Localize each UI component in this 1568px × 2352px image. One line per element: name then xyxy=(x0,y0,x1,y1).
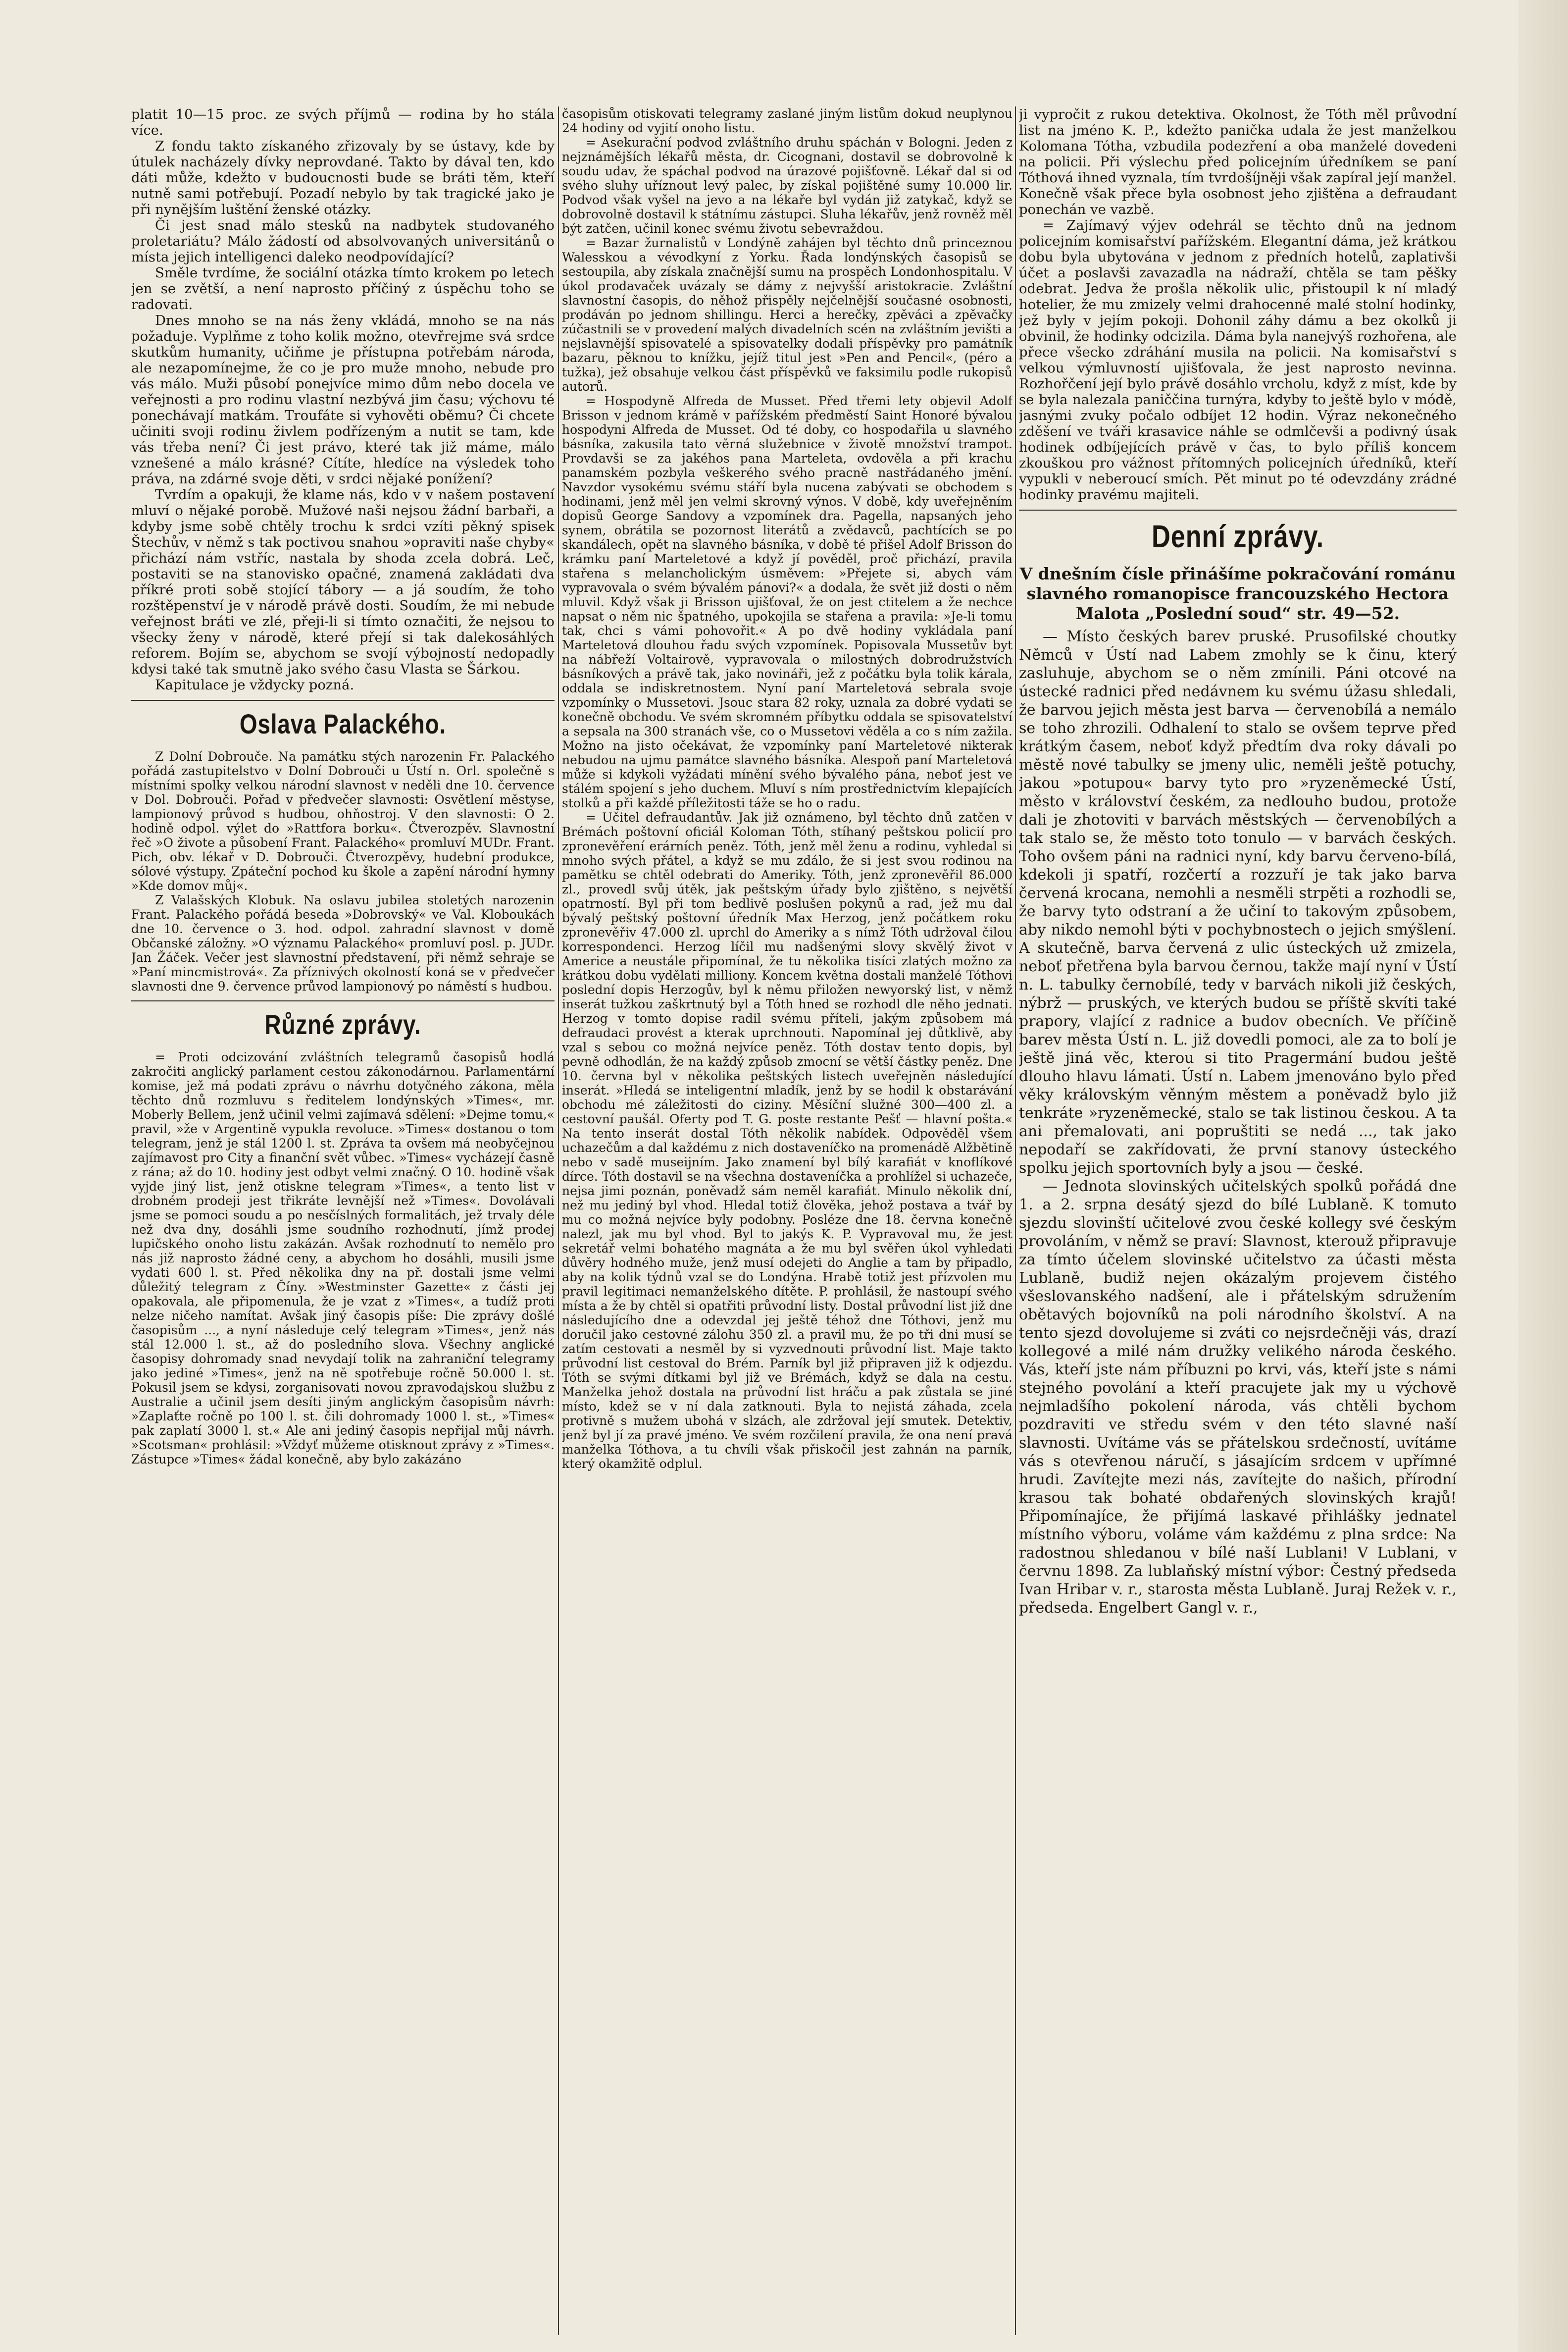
article: = Asekurační podvod zvláštního druhu spáchán v Bologni. Jeden z nejznámějších lékařů města, dr. Cicognani, dostavil se dobrovolně k soudu udav, že spáchal podvod na úrazové pojišťovně. Lékař dal si od svého sluhy uříznout levý palec, by získal pojištěné sumy 10.000 lir. Podvod však vyšel na jevo a na lékaře byl vydán již zatykač, když se dobrovolně dostavil k státnímu zástupci. Sluha lékařův, jenž rovněž měl být zatčen, učinil konec svému životu sebevraždou. xyxy=(562,135,1012,236)
article: = Učitel defraudantův. Jak již oznámeno, byl těchto dnů zatčen v Brémách poštovní oficiál Koloman Tóth, stíhaný peštskou policií pro zpronevěření erárních peněz. Tóth, jenž měl ženu a rodinu, vyhledal si mnoho svých přátel, a když se mu zdálo, že si jest svou rodinou na pamětku se chtěl odebrati do Ameriky. Tóth, jenž zpronevěřil 86.000 zl., provedl svůj útěk, jak peštským úřady bylo zjištěno, s největší opatrností. Byl při tom bedlivě poslušen pokynů a rad, jež mu dal bývalý peštský poštovní úředník Max Herzog, jenž počátkem roku zpronevěřiv 47.000 zl. uprchl do Ameriky a s nímž Tóth udržoval čilou korrespondenci. Herzog líčil mu nadšenými slovy skvělý život v Americe a neustále připomínal, že tu několika tisíci zlatých možno za krátkou dobu vydělati milliony. Koncem května dostali manželé Tóthovi poslední dopis Herzogův, byl k němu přiložen newyorský list, v němž inserát tužkou zaškrtnutý byl a Tóth hned se rozhodl dle něho jednati. Herzog v tomto dopise radil svému příteli, jakým způsobem má defraudaci provést a kterak uprchnouti. Napomínal jej důtklivě, aby vzal s sebou co možná nejvíce peněz. Tóth dostav tento dopis, byl pevně odhodlán, že na každý způsob zmocní se větší částky peněz. Dne 10. června byl v několika peštských listech uveřejněn následující inserát. »Hledá se inteligentní mladík, jenž by se hodil k obstarávání obchodu mé záležitosti do ciziny. Měsíční služné 300—400 zl. a cestovní paušál. Oferty pod T. G. poste restante Pešť — hlavní pošta.« Na tento inserát dostal Tóth několik nabídek. Odpověděl všem uchazečům a dal každému z nich dostaveníčko na promenádě Alžbětině nebo v sadě museijním. Jako znamení byl bílý karafiát v knoflíkové dírce. Tóth dostavil se na všechna dostaveníčka a prohlížel si uchazeče, nejsa jimi poznán, poněvadž sám neměl karafiát. Minulo několik dní, než mu jediný byl vhod. Hledal totiž člověka, jehož postava a tvář by mu co možná nejvíce byly podobny. Posléze dne 18. června konečně nalezl, jak mu byl vhod. Byl to jakýs K. P. Vypravoval mu, že jest sekretář velmi bohatého magnáta a že mu byl svěřen úkol vyhledati důvěry hodného muže, jenž musí odejeti do Anglie a tam by připadlo, aby na kolik týdnů vzal se do Londýna. Hrabě totiž jest přízvolen mu pravil legitimaci nemanželského dítěte. P. prohlásil, že nastoupí svého místa a že by chtěl si opatřiti průvodní listy. Dostal průvodní list již dne následujícího dne a odevzdal jej ještě téhož dne Tóthovi, jenž mu doručil jako cestovné zálohu 350 zl. a pravil mu, že po tři dni musí se zatím cestovati a nesměl by si vyzvednouti průvodní list. Maje takto průvodní list cestoval do Brém. Parník byl již připraven již k odjezdu. Tóth se svými dítkami byl již ve Brémách, když se dala na cestu. Manželka jehož dostala na průvodní list hráču a pak zůstala se jiné místo, kdež se v ní dala zatknouti. Byla to nejistá záhada, zcela protivně s mužem ubohá v slzách, ale zdržoval její smutek. Detektiv, jenž byl jí za pravé jméno. Ve svém rozčilení pravila, že ona není pravá manželka Tóthova, a tu chvíli však přiskočil jest zahnán na parník, který okamžitě odplul. xyxy=(562,810,1012,1471)
paragraph: Tvrdím a opakuji, že klame nás, kdo v v našem postavení mluví o nějaké porobě. Mužové naši nejsou žádní barbaři, a kdyby jsme sobě chtěly trochu k srdci vzíti pěkný spisek Štechův, v němž s tak poctivou snahou »opraviti naše chyby« přichází nám vstříc, nastala by shoda zcela dobrá. Leč, postaviti se na stanovisko opačné, znamená zakládati dva příkré proti sobě stojící tábory — a já soudím, že toho rozštěpenství je v národě právě dosti. Soudím, že mi nebude veřejnost bráti ve zlé, přeji-li si tímto označiti, že nejsou to všecky ženy v národě, které přejí si tak dalekosáhlých reforem. Bojím se, abychom se svojí výbojností nedopadly kdysi také tak smutně jako svého času Vlasta se Šárkou. xyxy=(131,487,555,677)
column-middle xyxy=(562,106,1012,2335)
section-divider xyxy=(131,700,555,701)
section-title-ruzne-zpravy: Různé zprávy. xyxy=(264,1009,421,1040)
section-divider xyxy=(1019,510,1457,511)
article: — Jednota slovinských učitelských spolků pořádá dne 1. a 2. srpna desátý sjezd do bílé Lublaně. K tomuto sjezdu slovinští učitelové zvou české kollegy své českým provoláním, v němž se praví: Slavnost, kterouž připravuje za tímto účelem slovinské učitelstvo za účasti města Lublaně, budiž nejen okázalým projevem čistého všeslovanského nadšení, ale i přátelským sdružením obětavých bojovníků na poli národního školství. A na tento sjezd dovolujeme si zváti co nejsrdečněji vás, drazí kollegové a milé nám družky velikého národa českého. Vás, kteří jste nám příbuzni po krvi, vás, kteří jste s námi stejného povolání a kteří pracujete jak my u výchově nejmladšího pokolení národa, vás chtěli bychom pozdraviti ve středu svém v den této slavné naší slavnosti. Uvítáme vás se přátelskou srdečností, uvítáme vás s otevřenou náručí, s jásajícím srdcem v upřímné hrudi. Zavítejte mezi nás, zavítejte do našich, přírodní krasou tak bohaté obdařených slovinských krajů! Připomínajíce, že přijímá laskavé přihlášky jednatel místního výboru, voláme vám každému z plna srdce: Na radostnou shledanou v bílé naší Lublani! V Lublani, v červnu 1898. Za lublaňský místní výbor: Čestný předseda Ivan Hribar v. r., starosta města Lublaně. Juraj Režek v. r., předseda. Engelbert Gangl v. r., xyxy=(1019,1178,1457,1617)
column-rule xyxy=(1015,106,1016,2335)
article: Z Dolní Dobrouče. Na památku stých narozenin Fr. Palackého pořádá zastupitelstvo v Dolní Dobrouči u Ústí n. Orl. společně s místními spolky velkou národní slavnost v neděli dne 10. července v Dol. Dobrouči. Pořad v předvečer slavnosti: Osvětlení městyse, lampionový průvod s hudbou, ohňostroj. V den slavnosti: O 2. hodině odpol. výlet do »Rattfora borku«. Čtverozpěv. Slavnostní řeč »O živote a působení Frant. Palackého« promluví MUDr. Frant. Pich, obv. lékař v D. Dobrouči. Čtverozpěvy, hudební produkce, sólové výstupy. Zpáteční pochod ku škole a zapění národní hymny »Kde domov můj«. xyxy=(131,749,555,893)
column-rule xyxy=(558,106,559,2335)
column-right xyxy=(1019,106,1457,2335)
paragraph: časopisům otiskovati telegramy zaslané jiným listům dokud neuplynou 24 hodiny od vyjití onoho listu. xyxy=(562,106,1012,135)
paragraph: Směle tvrdíme, že sociální otázka tímto krokem po letech jen se zvětší, a není naprosto příčiný z úspěchu toho se radovati. xyxy=(131,265,555,313)
paragraph: Kapitulace je vždycky pozná. xyxy=(155,677,354,693)
section-divider xyxy=(131,1000,555,1001)
column-left xyxy=(131,106,555,2335)
paragraph: ji vypročit z rukou detektiva. Okolnost, že Tóth měl průvodní list na jméno K. P., kdežto panička udala že jest manželkou Kolomana Tótha, vzbudila podezření a oba manželé dovedeni na policii. Při výslechu před policejním úředníkem se paní Tóthová ihned vyznala, tím tvrdošíjněji však zapíral její manžel. Konečně však přece byla osobnost jeho zjištěna a defraudant ponechán ve vazbě. xyxy=(1019,106,1457,217)
paragraph: platit 10—15 proc. ze svých příjmů — rodina by ho stála více. xyxy=(131,106,555,138)
page-edge xyxy=(1518,0,1568,2352)
article: = Zajímavý výjev odehrál se těchto dnů na jednom policejním komisařství pařížském. Elegantní dáma, jež krátkou dobu byla ubytována v jednom z předních hotelů, zaplativši účet a poslavši zavazadla na nádraží, chtěla se tam pěšky odebrat. Jedva že prošla několik ulic, přistoupil k ní mladý hotelier, že mu zmizely velmi drahocenné malé stolní hodinky, jež byly v jejím pokoji. Dohonil záhy dámu a bez okolků ji obvinil, že hodinky odcizila. Dáma byla nanejvýš rozhořena, ale přece všecko zdráhání musila na policii. Na komisařství s velkou výmluvností ujišťovala, že jest naprosto nevinna. Rozhořčení její bylo právě dosáhlo vrcholu, když z míst, kde by se byla nalezala paniččina turnýra, kdyby to ještě bylo v módě, jasnými zvuky počalo odbíjet 12 hodin. Výraz nekonečného zděšení ve tváři krasavice náhle se odmlčevši a podivný úsak hodinek odbíjejících právě v čas, to bylo příliš koncem zkouškou pro vážnost přítomných policejních úředníků, kteří vypukli v neberoucí smích. Pět minut po té odevzdány zrádné hodinky pravému majiteli. xyxy=(1019,217,1457,503)
article: Z Valašských Klobuk. Na oslavu jubilea stoletých narozenin Frant. Palackého pořádá beseda »Dobrovský« ve Val. Kloboukách dne 10. července o 3. hod. odpol. zahradní slavnost v domě Občanské záložny. »O významu Palackého« promluví posl. p. JUDr. Jan Žáček. Večer jest slavnostní představení, při němž sehraje se »Paní mincmistrová«. Za příznivých okolností koná se v předvečer slavnosti dne 9. července průvod lampionový po náměstí s hudbou. xyxy=(131,893,555,993)
section-title-oslava-palackeho: Oslava Palackého. xyxy=(239,708,447,739)
novel-notice: V dnešním čísle přinášíme pokračování románu slavného romanopisce francouzského Hectora Malota „Poslední soud“ str. 49—52. xyxy=(1019,564,1456,623)
article: — Místo českých barev pruské. Prusofilské choutky Němců v Ústí nad Labem zmohly se k činu, který zasluhuje, abychom se o něm zmínili. Páni otcové na ústecké radnici před nedávnem ku svému úžasu shledali, že barvou jejich města jest barva — červenobílá a nemálo se toho zhrozili. Odhalení to stalo se ovšem teprve před krátkým časem, neboť když předtím dva roky dávali po městě nové tabulky se jmeny ulic, neměli ještě potuchy, jakou »potupou« barvy tyto pro »ryzeněmecké Ústí, město v království českém, za nedlouho budou, protože dali je zhotoviti v barvách městských — červenobílých a tak stalo se, že město toto tonulo — v barvách českých. Toho ovšem páni na radnici nyní, kdy barvu červeno-bílá, kdekoli ji spatří, rozčertí a rozzuří je tak jako barva červená krocana, nemohli a nesměli strpěti a rozhodli se, že barvy tyto odstraní a že učiní to takovým způsobem, aby nikdo nemohl býti v pochybnostech o jejich smýšlení. A skutečně, barva červená z ulic ústeckých už zmizela, neboť přetřena byla barvou černou, takže mají nyní v Ústí n. L. tabulky černobílé, tedy v barvách nikoli již českých, nýbrž — pruských, ve kterých budou se příště skvíti také prapory, vlající z radnice a budov obecních. Ve příčině barev města Ústí n. L. již dovedli pomoci, ale za to bolí je ještě jiná věc, kterou si tito Pragermání budou ještě dlouho hlavu lámati. Ústí n. Labem jmenováno bylo před věky královským věnným městem a poněvadž bylo již tenkráte »ryzeněmecké, stalo se tak listinou českou. A ta ani přemalovati, ani popruštiti se nedá ..., tak jako nepodaří se zakřídovati, že první stanovy ústeckého spolku jejich sportovních byly a jsou — české. xyxy=(1019,628,1457,1177)
article: = Proti odcizování zvláštních telegramů časopisů hodlá zakročiti anglický parlament cestou zákonodárnou. Parlamentární komise, jež má podati zprávu o návrhu dotyčného zákona, měla těchto dnů rozmluvu s ředitelem londýnských »Times«, mr. Moberly Bellem, jenž učinil velmi zajímavá sdělení: »Dejme tomu,« pravil, »že v Argentině vypukla revoluce. »Times« dostanou o tom telegram, jenž je stál 1200 l. st. Zpráva ta ovšem má neobyčejnou zajímavost pro City a finanční svět vůbec. »Times« vycházejí časně z rána; až do 10. hodiny jest odbyt velmi značný. O 10. hodině však vyjde jiný list, jenž otiskne telegram »Times«, a tento list v drobném prodeji jest třikráte levnější než »Times«. Dovolávali jsme se pomoci soudu a po nesčíslných formalitách, jež trvaly déle než dva dny, dosáhli jsme soudního rozhodnutí, jímž prodej lupičského onoho listu zakázán. Avšak rozhodnutí to nemělo pro nás již naprosto žádné ceny, a abychom ho dosáhli, musili jsme vydati 600 l. st. Před několika dny na př. dostali jsme velmi důležitý telegram z Číny. »Westminster Gazette« z části jej opakovala, ale připomenula, že je vzat z »Times«, a tudíž proti nelze ničeho namítat. Avšak jiný časopis píše: Die zprávy došlé časopisům ..., a nyní následuje celý telegram »Times«, jenž nás stál 12.000 l. st., až do posledního slova. Všechny anglické časopisy dohromady snad nevydají tolik na zahraniční telegramy jako jediné »Times«, jenž na ně spotřebuje ročně 50.000 l. st. Pokusil jsem se kdysi, zorganisovati novou zpravodajskou službu z Australie a učinil jsem desíti jiným anglickým časopisům návrh: »Zaplaťte ročně po 100 l. st. čili dohromady 1000 l. st., »Times« pak zaplatí 3000 l. st.« Ale ani jediný časopis nepřijal můj návrh. »Scotsman« prohlásil: »Vždyť můžeme otisknout zprávy z »Times«. Zástupce »Times« žádal konečně, aby bylo zakázáno xyxy=(131,1050,555,1466)
article: = Bazar žurnalistů v Londýně zahájen byl těchto dnů princeznou Walesskou a vévodkyní z Yorku. Řada londýnských časopisů se sestoupila, aby získala značnější sumu na prospěch Londonhospitalu. V úkol prodavaček uvázaly se dámy z nejvyšší aristokracie. Zvláštní slavnostní časopis, do něhož přispěly nejčelnější současné osobnosti, prodáván po jednom shillingu. Herci a herečky, zpěváci a zpěvačky zúčastnili se v provedení malých divadelních scén na zvláštním jevišti a nejslavnější spisovatelé a spisovatelky dodali příspěvky pro památník bazaru, pěknou to knížku, jejíž titul jest »Pen and Pencil«, (péro a tužka), jež obsahuje velkou část příspěvků ve faksimilu podle rukopisů autorů. xyxy=(562,236,1012,394)
section-title-denni-zpravy: Denní zprávy. xyxy=(1152,519,1324,554)
paragraph: Z fondu takto získaného zřizovaly by se ústavy, kde by útulek nacházely dívky neprovdané. Takto by dával ten, kdo dáti může, kdežto v budoucnosti bude se bráti těm, kteří nutně sami potřebují. Pozadí nebylo by tak tragické jako je při nynějším luštění ženské otázky. xyxy=(131,138,555,217)
paragraph: Dnes mnoho se na nás ženy vkládá, mnoho se na nás požaduje. Vyplňme z toho kolik možno, otevřrejme svá srdce skutkům humanity, učiňme je přístupna potřebám národa, ale nezapomínejme, že co je pro muže mnoho, nebude pro vás málo. Muži působí ponejvíce mimo dům nebo docela ve veřejnosti a pro rodinu vlastní nezbývá jim času; výchovu té ponechávají matkám. Troufáte si vyhověti oběmu? Či chcete učiniti svoji rodinu živlem podřízeným a nutit se tam, kde vás třeba není? Či jest právo, které tak již máme, málo vznešené a málo krásné? Cítíte, hledíce na výsledek toho práva, na zdárné svoje děti, v srdci nějaké ponížení? xyxy=(131,313,555,487)
paragraph: Či jest snad málo stesků na nadbytek studovaného proletariátu? Málo žádostí od absolvovaných universitánů o místa jejich intelligenci daleko neodpovídající? xyxy=(131,217,555,265)
article: = Hospodyně Alfreda de Musset. Před třemi lety objevil Adolf Brisson v jednom krámě v pařížském předměstí Saint Honoré bývalou hospodyni Alfreda de Musset. Od té doby, co hospodařila u slavného básníka, zakusila tato věrná služebnice v životě množství trampot. Provdavši se za jakéhos pana Marteleta, ovdověla a při krachu panamském pozbyla veškerého svého pracně nastřádaného jmění. Navzdor vysokému svému stáří byla nucena zabývati se obchodem s hodinami, jenž měl jen velmi skrovný výnos. V době, kdy uveřejněním dopisů George Sandovy a vzpomínek dra. Pagella, napsaných jeho synem, obrátila se pozornost literátů a zvědavců, pachtících se po skandálech, opět na slavného básníka, v době té přišel Adolf Brisson do krámku paní Marteletové a když jí pověděl, proč přichází, pravila stařena s melancholickým úsměvem: »Přejete si, abych vám vypravovala o svém bývalém pánovi?« a dodala, že svět již dosti o něm mluvil. Když však ji Brisson ujišťoval, že on jest ctitelem a že nechce napsat o něm nic špatného, upokojila se stařena a pravila: »Je-li tomu tak, chci s vámi pohovořit.« A po dvě hodiny vykládala paní Marteletová dlouhou řadu svých vzpomínek. Popisovala Mussetův byt na nábřeží Voltairově, vypravovala o milostných dobrodružstvích básníkových a právě tak, jako novináři, jež z počátku byla tolik kárala, oddala se indiskretnostem. Nyní paní Marteletová sebrala svoje vzpomínky o Mussetovi. Jsouc stara 82 roky, uznala za dobré vydati se konečně obchodu. Ve svém skromném příbytku oddala se spisovatelství a sepsala na 300 stranách vše, co o Mussetovi věděla a co s ním zažila. Možno na jisto očekávat, že vzpomínky paní Marteletové nikterak nebudou na ujmu památce slavného básníka. Alespoň paní Marteletová může si kdykoli vyžádati mínění svého bývalého pána, neboť jest ve stálém spojení s jeho duchem. Mluví s ním prostřednictvím klepajících stolků a při každé příležitosti táže se ho o radu. xyxy=(562,394,1012,810)
